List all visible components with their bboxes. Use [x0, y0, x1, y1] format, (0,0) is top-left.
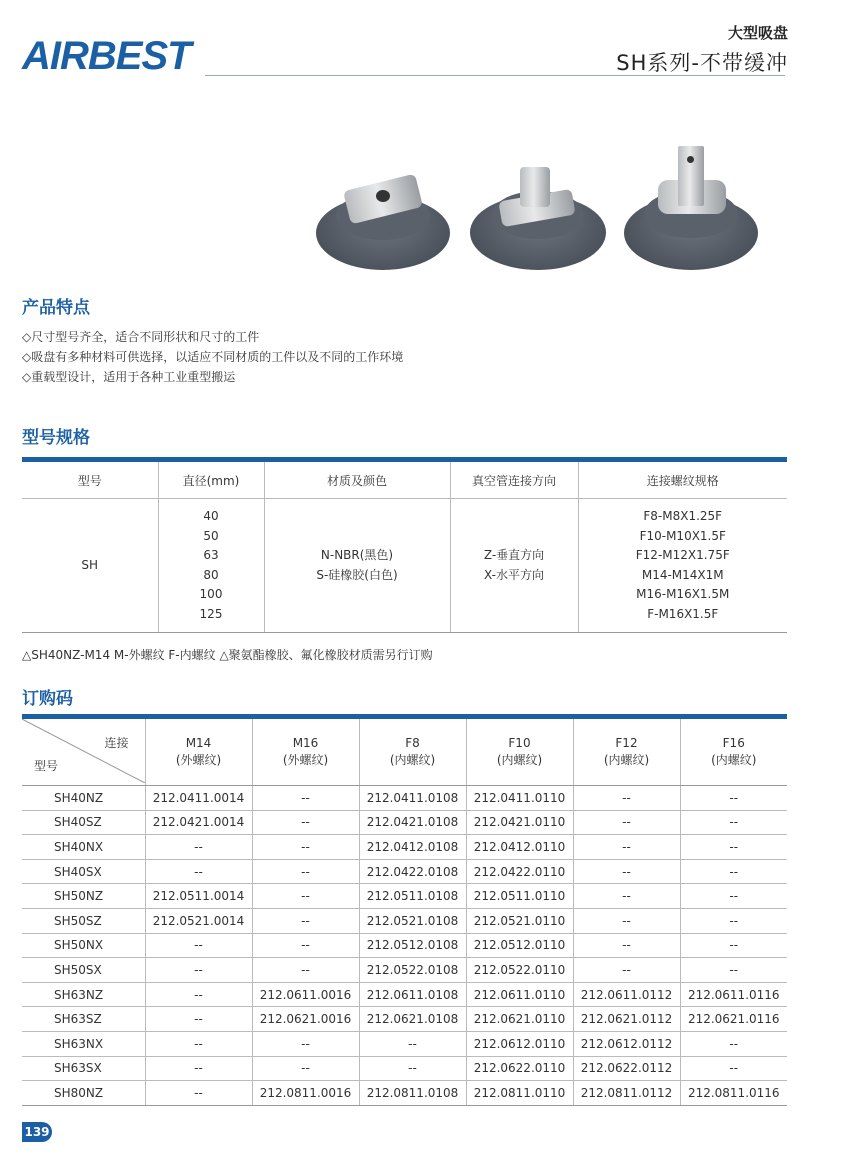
- order-col-header: [359, 717, 466, 786]
- spec-directions: [450, 499, 578, 633]
- col-sub: (内螺纹): [603, 753, 650, 767]
- product-image-3: [624, 140, 758, 270]
- order-model-cell: SH50NX: [22, 933, 145, 958]
- order-model-cell: SH50SZ: [22, 908, 145, 933]
- order-code-cell: 212.0412.0108: [359, 835, 466, 860]
- col-sub: (外螺纹): [282, 753, 329, 767]
- order-code-cell: 212.0512.0108: [359, 933, 466, 958]
- thread-value: F10-M10X1.5F: [639, 528, 726, 543]
- col-code: F8: [405, 736, 420, 750]
- diameter-value: 100: [199, 587, 223, 601]
- order-code-cell: --: [252, 810, 359, 835]
- spec-header-row: [22, 460, 787, 499]
- order-code-cell: 212.0621.0116: [680, 1007, 787, 1032]
- table-row: [22, 1031, 787, 1056]
- order-code-cell: 212.0511.0108: [359, 884, 466, 909]
- thread-value: F12-M12X1.75F: [635, 548, 730, 562]
- order-code-cell: --: [252, 835, 359, 860]
- order-code-cell: --: [145, 835, 252, 860]
- spec-materials: [264, 499, 450, 633]
- spec-heading: 型号规格: [22, 428, 90, 448]
- order-model-cell: SH80NZ: [22, 1081, 145, 1106]
- spec-note: △SH40NZ-M14 M-外螺纹 F-内螺纹 △聚氨酯橡胶、氟化橡胶材质需另行订购: [22, 648, 433, 662]
- order-heading: 订购码: [22, 689, 73, 709]
- col-sub: (内螺纹): [389, 753, 436, 767]
- order-code-cell: --: [252, 1031, 359, 1056]
- page-title: SH系列-不带缓冲: [616, 51, 788, 75]
- material-value: N-NBR(黑色): [320, 548, 394, 562]
- order-code-cell: 212.0611.0110: [466, 982, 573, 1007]
- order-code-cell: --: [252, 908, 359, 933]
- spec-diameters: [158, 499, 264, 633]
- order-code-cell: 212.0421.0110: [466, 810, 573, 835]
- order-code-cell: 212.0511.0014: [145, 884, 252, 909]
- col-sub: (外螺纹): [175, 753, 222, 767]
- col-code: F12: [615, 736, 638, 750]
- order-model-cell: SH63SZ: [22, 1007, 145, 1032]
- order-code-cell: 212.0422.0108: [359, 859, 466, 884]
- order-code-cell: --: [680, 810, 787, 835]
- table-row: [22, 982, 787, 1007]
- features-heading: 产品特点: [22, 298, 90, 318]
- order-code-cell: --: [573, 933, 680, 958]
- table-row: [22, 810, 787, 835]
- table-row: [22, 1007, 787, 1032]
- order-header-row: [22, 717, 787, 786]
- spec-col-header: 型号: [22, 460, 158, 499]
- direction-value: Z-垂直方向: [483, 548, 545, 562]
- order-model-cell: SH50SX: [22, 958, 145, 983]
- table-row: [22, 884, 787, 909]
- order-code-cell: --: [359, 1031, 466, 1056]
- order-table: [22, 714, 787, 1106]
- order-col-header: [680, 717, 787, 786]
- order-code-cell: 212.0521.0108: [359, 908, 466, 933]
- page-number: 139: [22, 1122, 52, 1142]
- spec-col-header: 直径(mm): [158, 460, 264, 499]
- spec-row: [22, 499, 787, 633]
- order-code-cell: 212.0811.0110: [466, 1081, 573, 1106]
- order-corner-cell: [22, 717, 145, 786]
- order-code-cell: 212.0621.0110: [466, 1007, 573, 1032]
- order-code-cell: 212.0421.0014: [145, 810, 252, 835]
- order-code-cell: --: [145, 982, 252, 1007]
- table-row: [22, 1056, 787, 1081]
- order-code-cell: 212.0622.0110: [466, 1056, 573, 1081]
- product-image-2: [470, 165, 606, 270]
- diameter-value: 50: [203, 528, 219, 543]
- order-code-cell: --: [573, 835, 680, 860]
- order-code-cell: 212.0521.0110: [466, 908, 573, 933]
- order-code-cell: --: [573, 958, 680, 983]
- order-code-cell: --: [145, 1007, 252, 1032]
- corner-label-model: 型号: [34, 759, 59, 773]
- order-code-cell: --: [680, 933, 787, 958]
- order-code-cell: 212.0522.0108: [359, 958, 466, 983]
- order-code-cell: --: [680, 835, 787, 860]
- order-code-cell: --: [680, 859, 787, 884]
- order-code-cell: 212.0611.0116: [680, 982, 787, 1007]
- order-code-cell: 212.0411.0108: [359, 786, 466, 811]
- direction-value: X-水平方向: [484, 567, 544, 582]
- order-code-cell: 212.0511.0110: [466, 884, 573, 909]
- feature-item: ◇重载型设计，适用于各种工业重型搬运: [22, 370, 236, 384]
- col-code: M14: [185, 736, 212, 750]
- order-code-cell: --: [573, 859, 680, 884]
- order-code-cell: 212.0611.0016: [252, 982, 359, 1007]
- spec-col-header: 连接螺纹规格: [578, 460, 787, 499]
- order-code-cell: 212.0811.0108: [359, 1081, 466, 1106]
- order-code-cell: 212.0412.0110: [466, 835, 573, 860]
- order-code-cell: 212.0521.0014: [145, 908, 252, 933]
- order-code-cell: 212.0622.0112: [573, 1056, 680, 1081]
- col-code: F10: [508, 736, 531, 750]
- thread-value: F-M16X1.5F: [647, 606, 719, 621]
- col-code: F16: [722, 736, 745, 750]
- order-code-cell: --: [573, 884, 680, 909]
- page-category: 大型吸盘: [727, 24, 788, 42]
- table-row: [22, 908, 787, 933]
- order-code-cell: --: [252, 1056, 359, 1081]
- order-code-cell: --: [573, 786, 680, 811]
- feature-item: ◇吸盘有多种材料可供选择，以适应不同材质的工件以及不同的工作环境: [22, 350, 404, 364]
- order-col-header: [252, 717, 359, 786]
- order-code-cell: 212.0512.0110: [466, 933, 573, 958]
- order-code-cell: --: [680, 786, 787, 811]
- order-code-cell: 212.0411.0110: [466, 786, 573, 811]
- order-model-cell: SH40SX: [22, 859, 145, 884]
- order-code-cell: --: [252, 884, 359, 909]
- table-row: [22, 859, 787, 884]
- col-sub: (内螺纹): [711, 753, 757, 767]
- order-code-cell: --: [145, 958, 252, 983]
- col-code: M16: [292, 736, 319, 750]
- spec-col-header: 材质及颜色: [264, 460, 450, 499]
- order-code-cell: --: [145, 933, 252, 958]
- order-code-cell: 212.0612.0110: [466, 1031, 573, 1056]
- order-code-cell: 212.0611.0108: [359, 982, 466, 1007]
- order-code-cell: --: [573, 810, 680, 835]
- diameter-value: 80: [203, 567, 219, 582]
- table-row: [22, 835, 787, 860]
- col-sub: (内螺纹): [496, 753, 543, 767]
- order-code-cell: 212.0811.0112: [573, 1081, 680, 1106]
- order-code-cell: 212.0522.0110: [466, 958, 573, 983]
- order-code-cell: --: [145, 1081, 252, 1106]
- order-code-cell: --: [145, 1056, 252, 1081]
- order-model-cell: SH63NZ: [22, 982, 145, 1007]
- order-code-cell: 212.0612.0112: [573, 1031, 680, 1056]
- product-image-1: [316, 170, 450, 270]
- order-col-header: [466, 717, 573, 786]
- material-value: S-硅橡胶(白色): [316, 567, 398, 582]
- order-code-cell: --: [252, 786, 359, 811]
- order-model-cell: SH50NZ: [22, 884, 145, 909]
- order-code-cell: 212.0611.0112: [573, 982, 680, 1007]
- order-code-cell: 212.0621.0016: [252, 1007, 359, 1032]
- order-code-cell: 212.0621.0108: [359, 1007, 466, 1032]
- brand-logo: AIRBEST: [22, 34, 191, 78]
- order-code-cell: 212.0421.0108: [359, 810, 466, 835]
- spec-col-header: 真空管连接方向: [450, 460, 578, 499]
- order-code-cell: --: [680, 884, 787, 909]
- order-model-cell: SH40NZ: [22, 786, 145, 811]
- table-row: [22, 786, 787, 811]
- order-model-cell: SH40NX: [22, 835, 145, 860]
- order-code-cell: --: [680, 1031, 787, 1056]
- diameter-value: 63: [203, 548, 219, 562]
- diameter-value: 125: [199, 606, 223, 621]
- order-code-cell: --: [252, 859, 359, 884]
- table-row: [22, 1081, 787, 1106]
- order-model-cell: SH40SZ: [22, 810, 145, 835]
- order-table-body: [22, 786, 787, 1106]
- feature-item: ◇尺寸型号齐全，适合不同形状和尺寸的工件: [22, 330, 260, 344]
- spec-threads: [578, 499, 787, 633]
- order-code-cell: 212.0621.0112: [573, 1007, 680, 1032]
- order-code-cell: 212.0411.0014: [145, 786, 252, 811]
- order-code-cell: --: [145, 1031, 252, 1056]
- order-code-cell: --: [252, 958, 359, 983]
- order-code-cell: --: [252, 933, 359, 958]
- corner-label-connection: 连接: [104, 736, 129, 750]
- order-code-cell: 212.0811.0016: [252, 1081, 359, 1106]
- thread-value: M14-M14X1M: [641, 567, 724, 582]
- spec-model: SH: [22, 499, 158, 633]
- order-code-cell: 212.0811.0116: [680, 1081, 787, 1106]
- thread-value: M16-M16X1.5M: [636, 587, 730, 601]
- order-code-cell: --: [359, 1056, 466, 1081]
- order-code-cell: --: [680, 908, 787, 933]
- order-code-cell: --: [680, 1056, 787, 1081]
- diameter-value: 40: [203, 509, 219, 523]
- order-code-cell: --: [680, 958, 787, 983]
- order-model-cell: SH63NX: [22, 1031, 145, 1056]
- order-col-header: [573, 717, 680, 786]
- order-code-cell: 212.0422.0110: [466, 859, 573, 884]
- order-col-header: [145, 717, 252, 786]
- table-row: [22, 933, 787, 958]
- spec-table: [22, 457, 787, 633]
- order-code-cell: --: [145, 859, 252, 884]
- thread-value: F8-M8X1.25F: [643, 509, 723, 523]
- order-code-cell: --: [573, 908, 680, 933]
- order-model-cell: SH63SX: [22, 1056, 145, 1081]
- table-row: [22, 958, 787, 983]
